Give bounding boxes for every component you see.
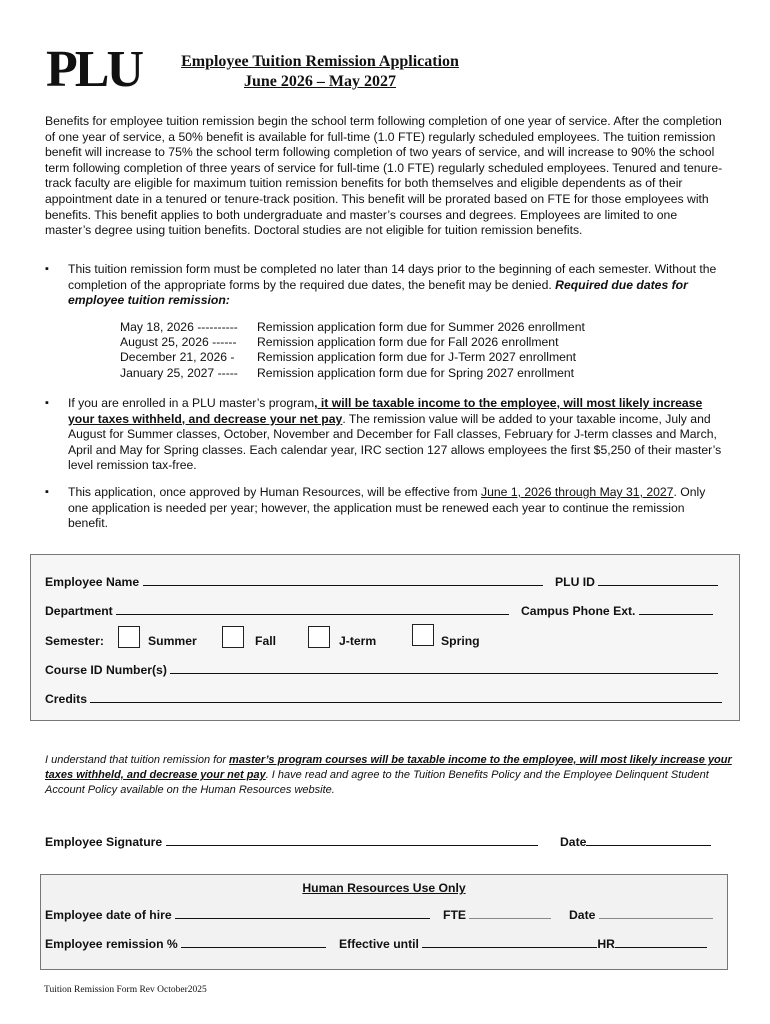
hr-title: Human Resources Use Only: [302, 881, 466, 895]
due-date: August 25, 2026 ------: [120, 335, 237, 350]
footer-revision: Tuition Remission Form Rev October2025: [44, 985, 207, 995]
plu-id-field[interactable]: [598, 585, 718, 586]
fall-checkbox[interactable]: [222, 626, 244, 648]
effective-until-row: [339, 937, 707, 951]
due-date-row: [120, 366, 585, 381]
agreement-statement: [45, 753, 735, 798]
agreement-post: . I have read and agree to the Tuition Benefits Policy and the Employee Delinquent Student Account Policy available on the Human Resources website.: [45, 769, 709, 796]
signature-field[interactable]: [166, 845, 538, 846]
hr-label: HR: [597, 937, 615, 951]
department-field[interactable]: [116, 614, 509, 615]
bullet3-post: . Only one application is needed per year; however, the application must be renewed each year to continue the remission benefit.: [68, 485, 706, 531]
campus-phone-row: [521, 604, 713, 618]
hr-date-row: [569, 908, 713, 922]
spring-checkbox[interactable]: [412, 624, 434, 646]
due-date: May 18, 2026 ----------: [120, 320, 238, 334]
fte-label: FTE: [443, 908, 467, 922]
jterm-checkbox[interactable]: [308, 626, 330, 648]
employee-name-field[interactable]: [143, 585, 543, 586]
summer-label: Summer: [148, 634, 197, 648]
bullet-icon: ▪: [45, 486, 49, 498]
bullet1-text: This tuition remission form must be completed no later than 14 days prior to the beginning of each semester. Without the completion of the appropriate forms by the required due dates, the benefit may be denied.: [68, 262, 717, 292]
department-row: [45, 604, 509, 618]
bullet-taxable: [45, 396, 725, 474]
credits-field[interactable]: [90, 702, 722, 703]
department-label: Department: [45, 604, 113, 618]
effective-until-field[interactable]: [422, 947, 597, 948]
signature-date-field[interactable]: [586, 845, 711, 846]
employee-name-label: Employee Name: [45, 575, 140, 589]
summer-checkbox[interactable]: [118, 626, 140, 648]
title-line-2: June 2026 – May 2027: [244, 73, 396, 90]
campus-phone-field[interactable]: [639, 614, 713, 615]
bullet-icon: ▪: [45, 397, 49, 409]
hr-date-field[interactable]: [599, 918, 713, 919]
campus-phone-label: Campus Phone Ext.: [521, 604, 636, 618]
due-date-row: [120, 320, 585, 335]
remission-field[interactable]: [181, 947, 326, 948]
signature-label: Employee Signature: [45, 835, 163, 849]
due-dates-list: [120, 320, 585, 381]
plu-logo: [44, 38, 144, 94]
agreement-pre: I understand that tuition remission for: [45, 754, 230, 766]
credits-label: Credits: [45, 692, 87, 706]
plu-id-row: [555, 575, 718, 589]
remission-label: Employee remission %: [45, 937, 178, 951]
hr-use-only-box: [40, 874, 728, 970]
due-date: December 21, 2026 -: [120, 350, 235, 365]
page-title: [140, 52, 500, 92]
agreement-emphasis: master’s program courses will be taxable income to the employee, will most likely increase your taxes withheld, and decrease your net pay: [45, 754, 732, 781]
logo-text: PLU: [46, 41, 141, 94]
fte-row: [443, 908, 551, 922]
semester-label: Semester:: [45, 634, 104, 648]
signature-date-row: [560, 835, 711, 849]
due-date-desc: Remission application form due for Fall 2026 enrollment: [257, 335, 559, 350]
bullet3-effective-dates: June 1, 2026 through May 31, 2027: [481, 485, 674, 499]
bullet2-pre: If you are enrolled in a PLU master’s program: [68, 396, 315, 410]
bullet-effective: [45, 485, 725, 532]
hire-date-field[interactable]: [175, 918, 430, 919]
course-id-label: Course ID Number(s): [45, 663, 167, 677]
spring-label: Spring: [441, 634, 480, 648]
hire-date-row: [45, 908, 430, 922]
title-line-1: Employee Tuition Remission Application: [181, 53, 459, 70]
effective-until-label: Effective until: [339, 937, 419, 951]
employee-name-row: [45, 575, 543, 589]
bullet1-emphasis: Required due dates for employee tuition remission:: [68, 277, 688, 308]
credits-row: [45, 692, 722, 706]
jterm-label: J-term: [339, 634, 377, 648]
hire-date-label: Employee date of hire: [45, 908, 172, 922]
employee-form: [30, 554, 740, 721]
hr-initials-field[interactable]: [615, 947, 707, 948]
due-date-row: [120, 335, 585, 350]
plu-id-label: PLU ID: [555, 575, 595, 589]
bullet-due-dates: [45, 262, 725, 309]
bullet-icon: ▪: [45, 263, 49, 275]
course-id-row: [45, 663, 718, 677]
fall-label: Fall: [255, 634, 276, 648]
remission-row: [45, 937, 326, 951]
due-date-row: [120, 350, 585, 365]
bullet2-post: . The remission value will be added to your taxable income, July and August for Summer classes, October, November and December for Fall classes, February for J-term classes and March, April and May for Spring classes. Each calendar year, IRC section 127 allows employees the first $5,250 of their master’s level remission tax-free.: [68, 411, 722, 473]
due-date-desc: Remission application form due for J-Term 2027 enrollment: [257, 350, 577, 365]
due-date-desc: Remission application form due for Spring 2027 enrollment: [257, 365, 575, 380]
signature-date-label: Date: [560, 835, 587, 849]
due-date-desc: Remission application form due for Summer 2026 enrollment: [257, 320, 585, 334]
hr-date-label: Date: [569, 908, 596, 922]
bullet3-pre: This application, once approved by Human Resources, will be effective from: [68, 485, 482, 499]
bullet2-emphasis: , it will be taxable income to the employee, will most likely increase your taxes withheld, and decrease your net pay: [68, 396, 703, 426]
due-date: January 25, 2027 -----: [120, 365, 238, 380]
course-id-field[interactable]: [170, 673, 718, 674]
signature-row: [45, 835, 538, 849]
intro-paragraph: Benefits for employee tuition remission begin the school term following completion of one year of service. After the completion of one year of service, a 50% benefit is available for full-time (1.0 FTE) regularly scheduled employees. The tuition remission benefit will increase to 75% the school term following completion of two years of service, and will increase to 90% the school term following completion of three years of service for full-time (1.0 FTE) regularly scheduled employees. Tenured and tenure-track faculty are eligible for maximum tuition remission benefits for both themselves and eligible dependents as of their appointment date in a tenured or tenure-track position. This benefit will be prorated based on FTE for those employees with benefits. This benefit applies to both undergraduate and master’s courses and degrees. Employees are limited to one master’s degree using tuition benefits. Doctoral studies are not eligible for tuition remission benefits.: [45, 114, 723, 238]
fte-field[interactable]: [469, 918, 551, 919]
